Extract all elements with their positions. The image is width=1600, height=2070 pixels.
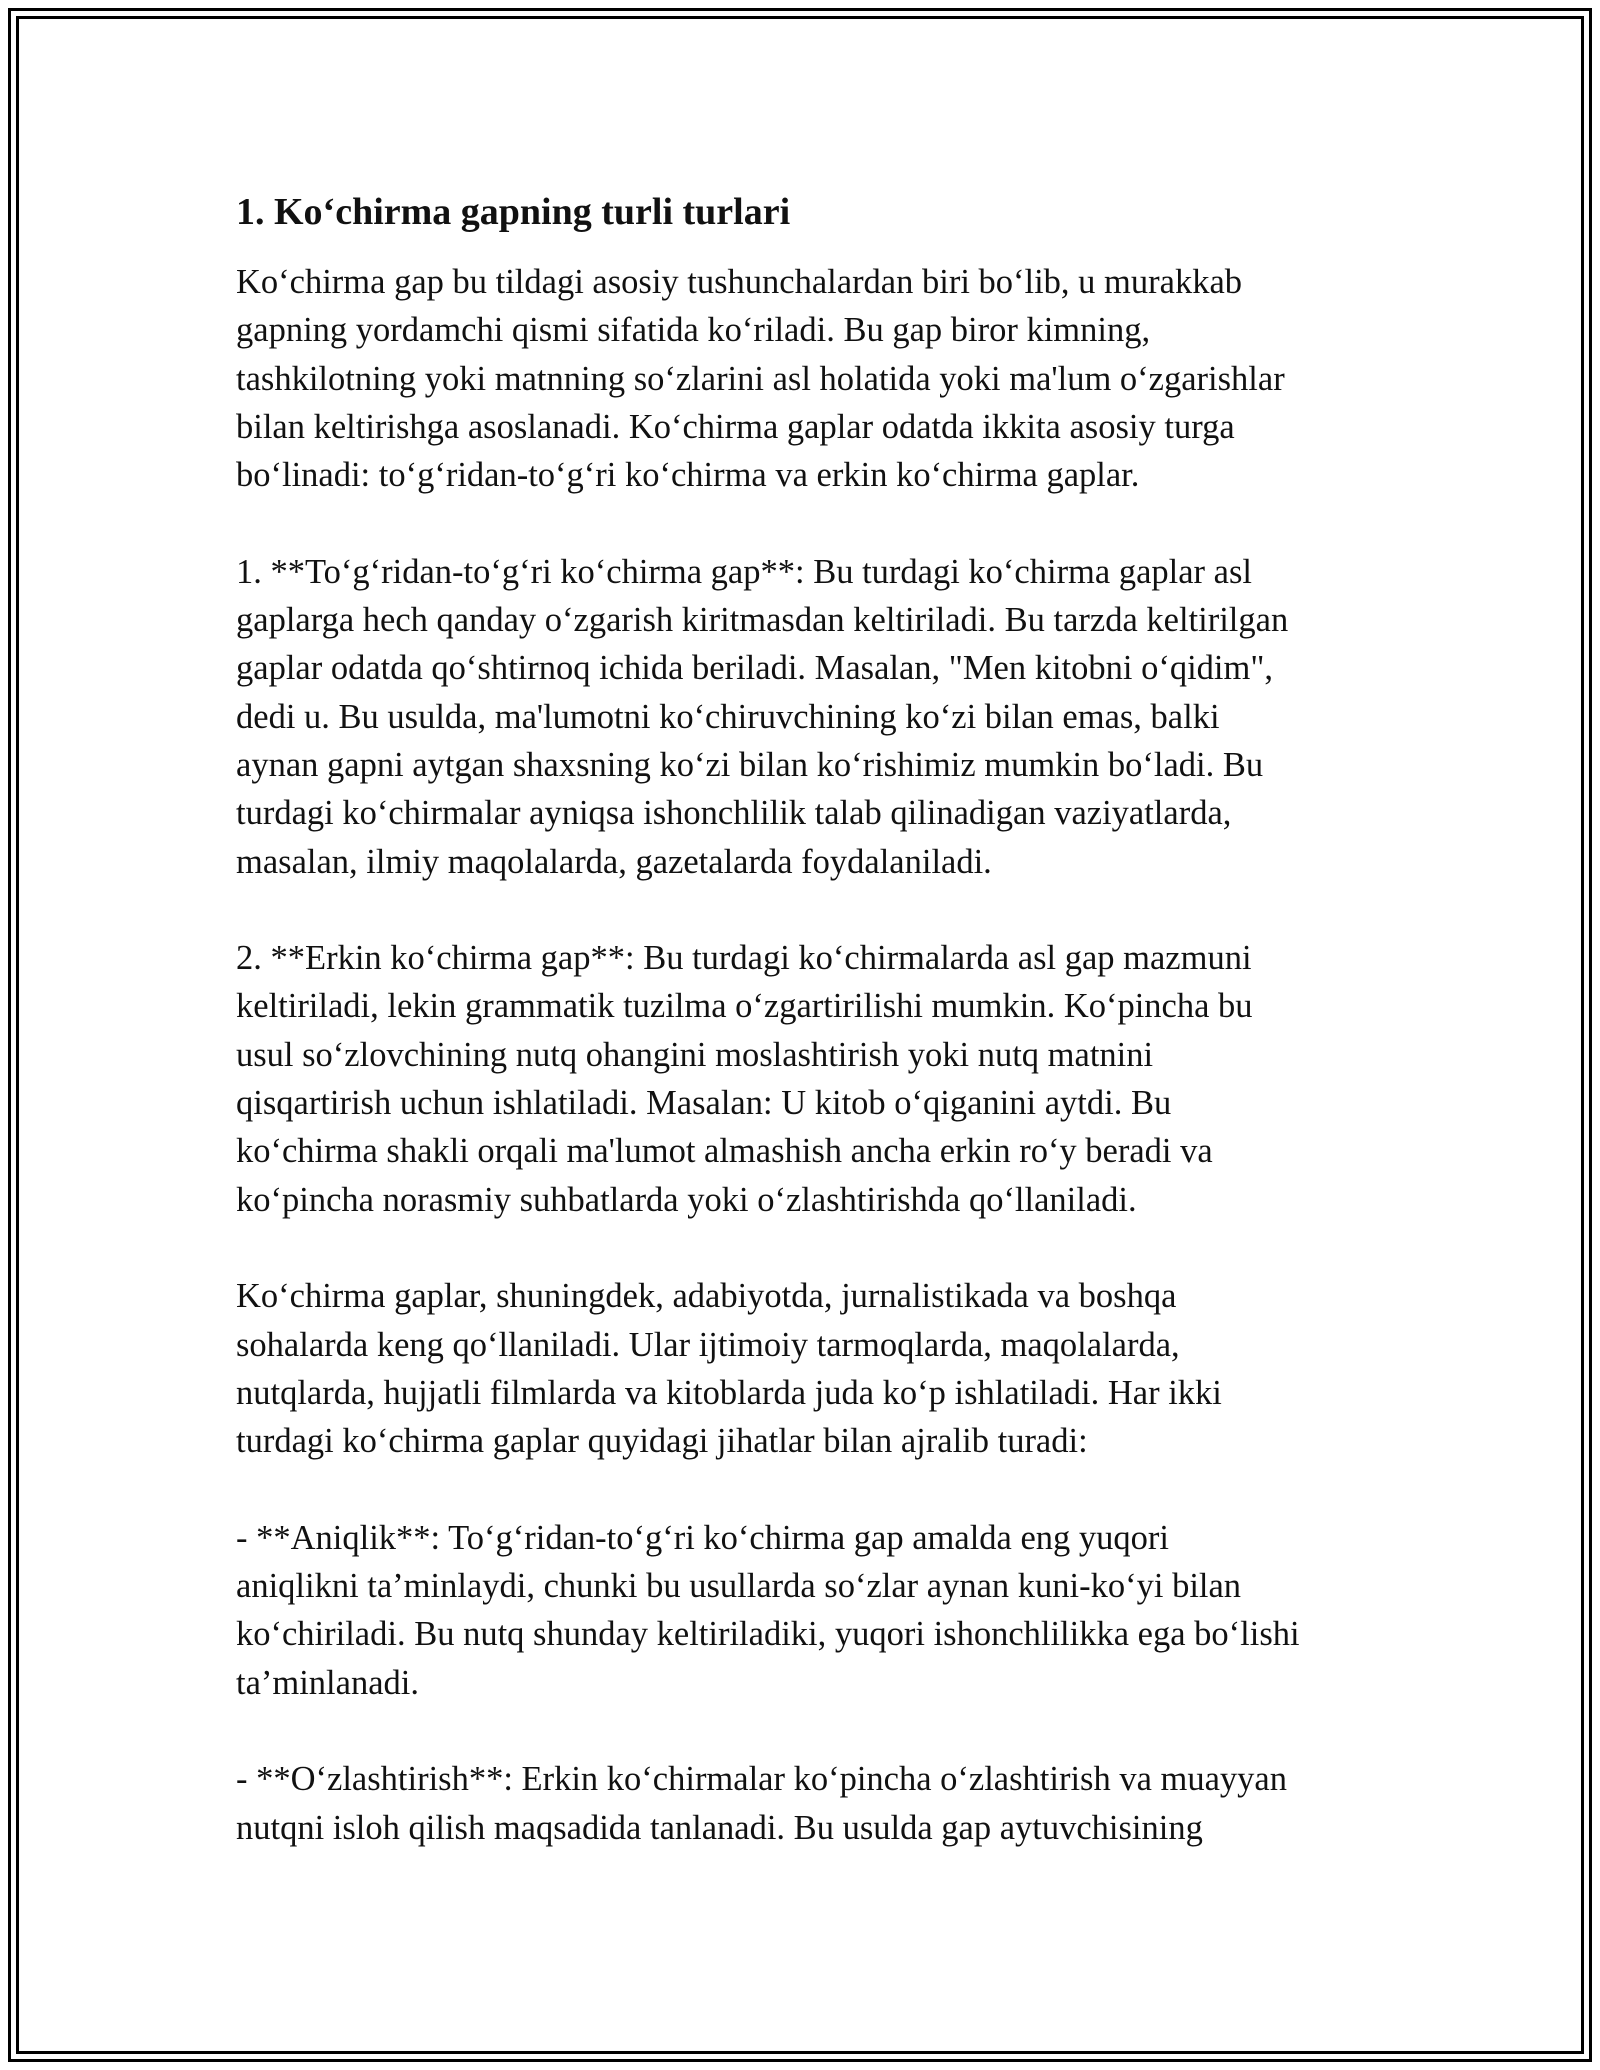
paragraph-free-quote xyxy=(236,934,1376,1224)
document-body xyxy=(236,188,1376,1852)
text-line: - **Aniqlik**: To‘g‘ridan-to‘g‘ri ko‘chirma gap amalda eng yuqori xyxy=(236,1518,1169,1557)
text-line: ko‘pincha norasmiy suhbatlarda yoki o‘zlashtirishda qo‘llaniladi. xyxy=(236,1180,1137,1219)
paragraph-adaptation xyxy=(236,1755,1376,1852)
paragraph-accuracy xyxy=(236,1514,1376,1707)
text-line: gapning yordamchi qismi sifatida ko‘riladi. Bu gap biror kimning, xyxy=(236,311,1151,350)
text-line: nutqni isloh qilish maqsadida tanlanadi. Bu usulda gap aytuvchisining xyxy=(236,1808,1203,1847)
text-line: masalan, ilmiy maqolalarda, gazetalarda foydalaniladi. xyxy=(236,842,992,881)
text-line: gaplar odatda qo‘shtirnoq ichida beriladi. Masalan, "Men kitobni o‘qidim", xyxy=(236,649,1274,688)
text-line: 2. **Erkin ko‘chirma gap**: Bu turdagi ko‘chirmalarda asl gap mazmuni xyxy=(236,939,1252,978)
text-line: keltiriladi, lekin grammatik tuzilma o‘zgartirilishi mumkin. Ko‘pincha bu xyxy=(236,987,1253,1026)
text-line: ko‘chirma shakli orqali ma'lumot almashish ancha erkin ro‘y beradi va xyxy=(236,1132,1213,1171)
text-line: dedi u. Bu usulda, ma'lumotni ko‘chiruvchining ko‘zi bilan emas, balki xyxy=(236,697,1220,736)
text-line: bilan keltirishga asoslanadi. Ko‘chirma gaplar odatda ikkita asosiy turga xyxy=(236,407,1235,446)
text-line: gaplarga hech qanday o‘zgarish kiritmasdan keltiriladi. Bu tarzda keltirilgan xyxy=(236,601,1289,640)
text-line: 1. **To‘g‘ridan-to‘g‘ri ko‘chirma gap**: Bu turdagi ko‘chirma gaplar asl xyxy=(236,552,1252,591)
text-line: qisqartirish uchun ishlatiladi. Masalan: U kitob o‘qiganini aytdi. Bu xyxy=(236,1084,1172,1123)
text-line: usul so‘zlovchining nutq ohangini moslashtirish yoki nutq matnini xyxy=(236,1035,1154,1074)
text-line: aniqlikni ta’minlaydi, chunki bu usullarda so‘zlar aynan kuni-ko‘yi bilan xyxy=(236,1567,1242,1606)
text-line: bo‘linadi: to‘g‘ridan-to‘g‘ri ko‘chirma va erkin ko‘chirma gaplar. xyxy=(236,456,1140,495)
text-line: turdagi ko‘chirmalar ayniqsa ishonchlilik talab qilinadigan vaziyatlarda, xyxy=(236,794,1232,833)
text-line: - **O‘zlashtirish**: Erkin ko‘chirmalar ko‘pincha o‘zlashtirish va muayyan xyxy=(236,1760,1287,1799)
text-line: aynan gapni aytgan shaxsning ko‘zi bilan ko‘rishimiz mumkin bo‘ladi. Bu xyxy=(236,745,1264,784)
text-line: ko‘chiriladi. Bu nutq shunday keltiriladiki, yuqori ishonchlilikka ega bo‘lishi xyxy=(236,1615,1300,1654)
text-line: ta’minlanadi. xyxy=(236,1663,419,1702)
document-heading: 1. Ko‘chirma gapning turli turlari xyxy=(236,191,791,233)
text-line: sohalarda keng qo‘llaniladi. Ular ijtimoiy tarmoqlarda, maqolalarda, xyxy=(236,1325,1180,1364)
text-line: Ko‘chirma gap bu tildagi asosiy tushunchalardan biri bo‘lib, u murakkab xyxy=(236,263,1243,301)
text-line: tashkilotning yoki matnning so‘zlarini asl holatida yoki ma'lum o‘zgarishlar xyxy=(236,359,1285,398)
text-line: Ko‘chirma gaplar, shuningdek, adabiyotda, jurnalistikada va boshqa xyxy=(236,1277,1177,1316)
paragraph-direct-quote xyxy=(236,548,1376,886)
paragraph-usage xyxy=(236,1272,1376,1465)
text-line: turdagi ko‘chirma gaplar quyidagi jihatlar bilan ajralib turadi: xyxy=(236,1422,1088,1461)
text-line: nutqlarda, hujjatli filmlarda va kitoblarda juda ko‘p ishlatiladi. Har ikki xyxy=(236,1373,1222,1412)
paragraph-intro xyxy=(236,258,1376,499)
